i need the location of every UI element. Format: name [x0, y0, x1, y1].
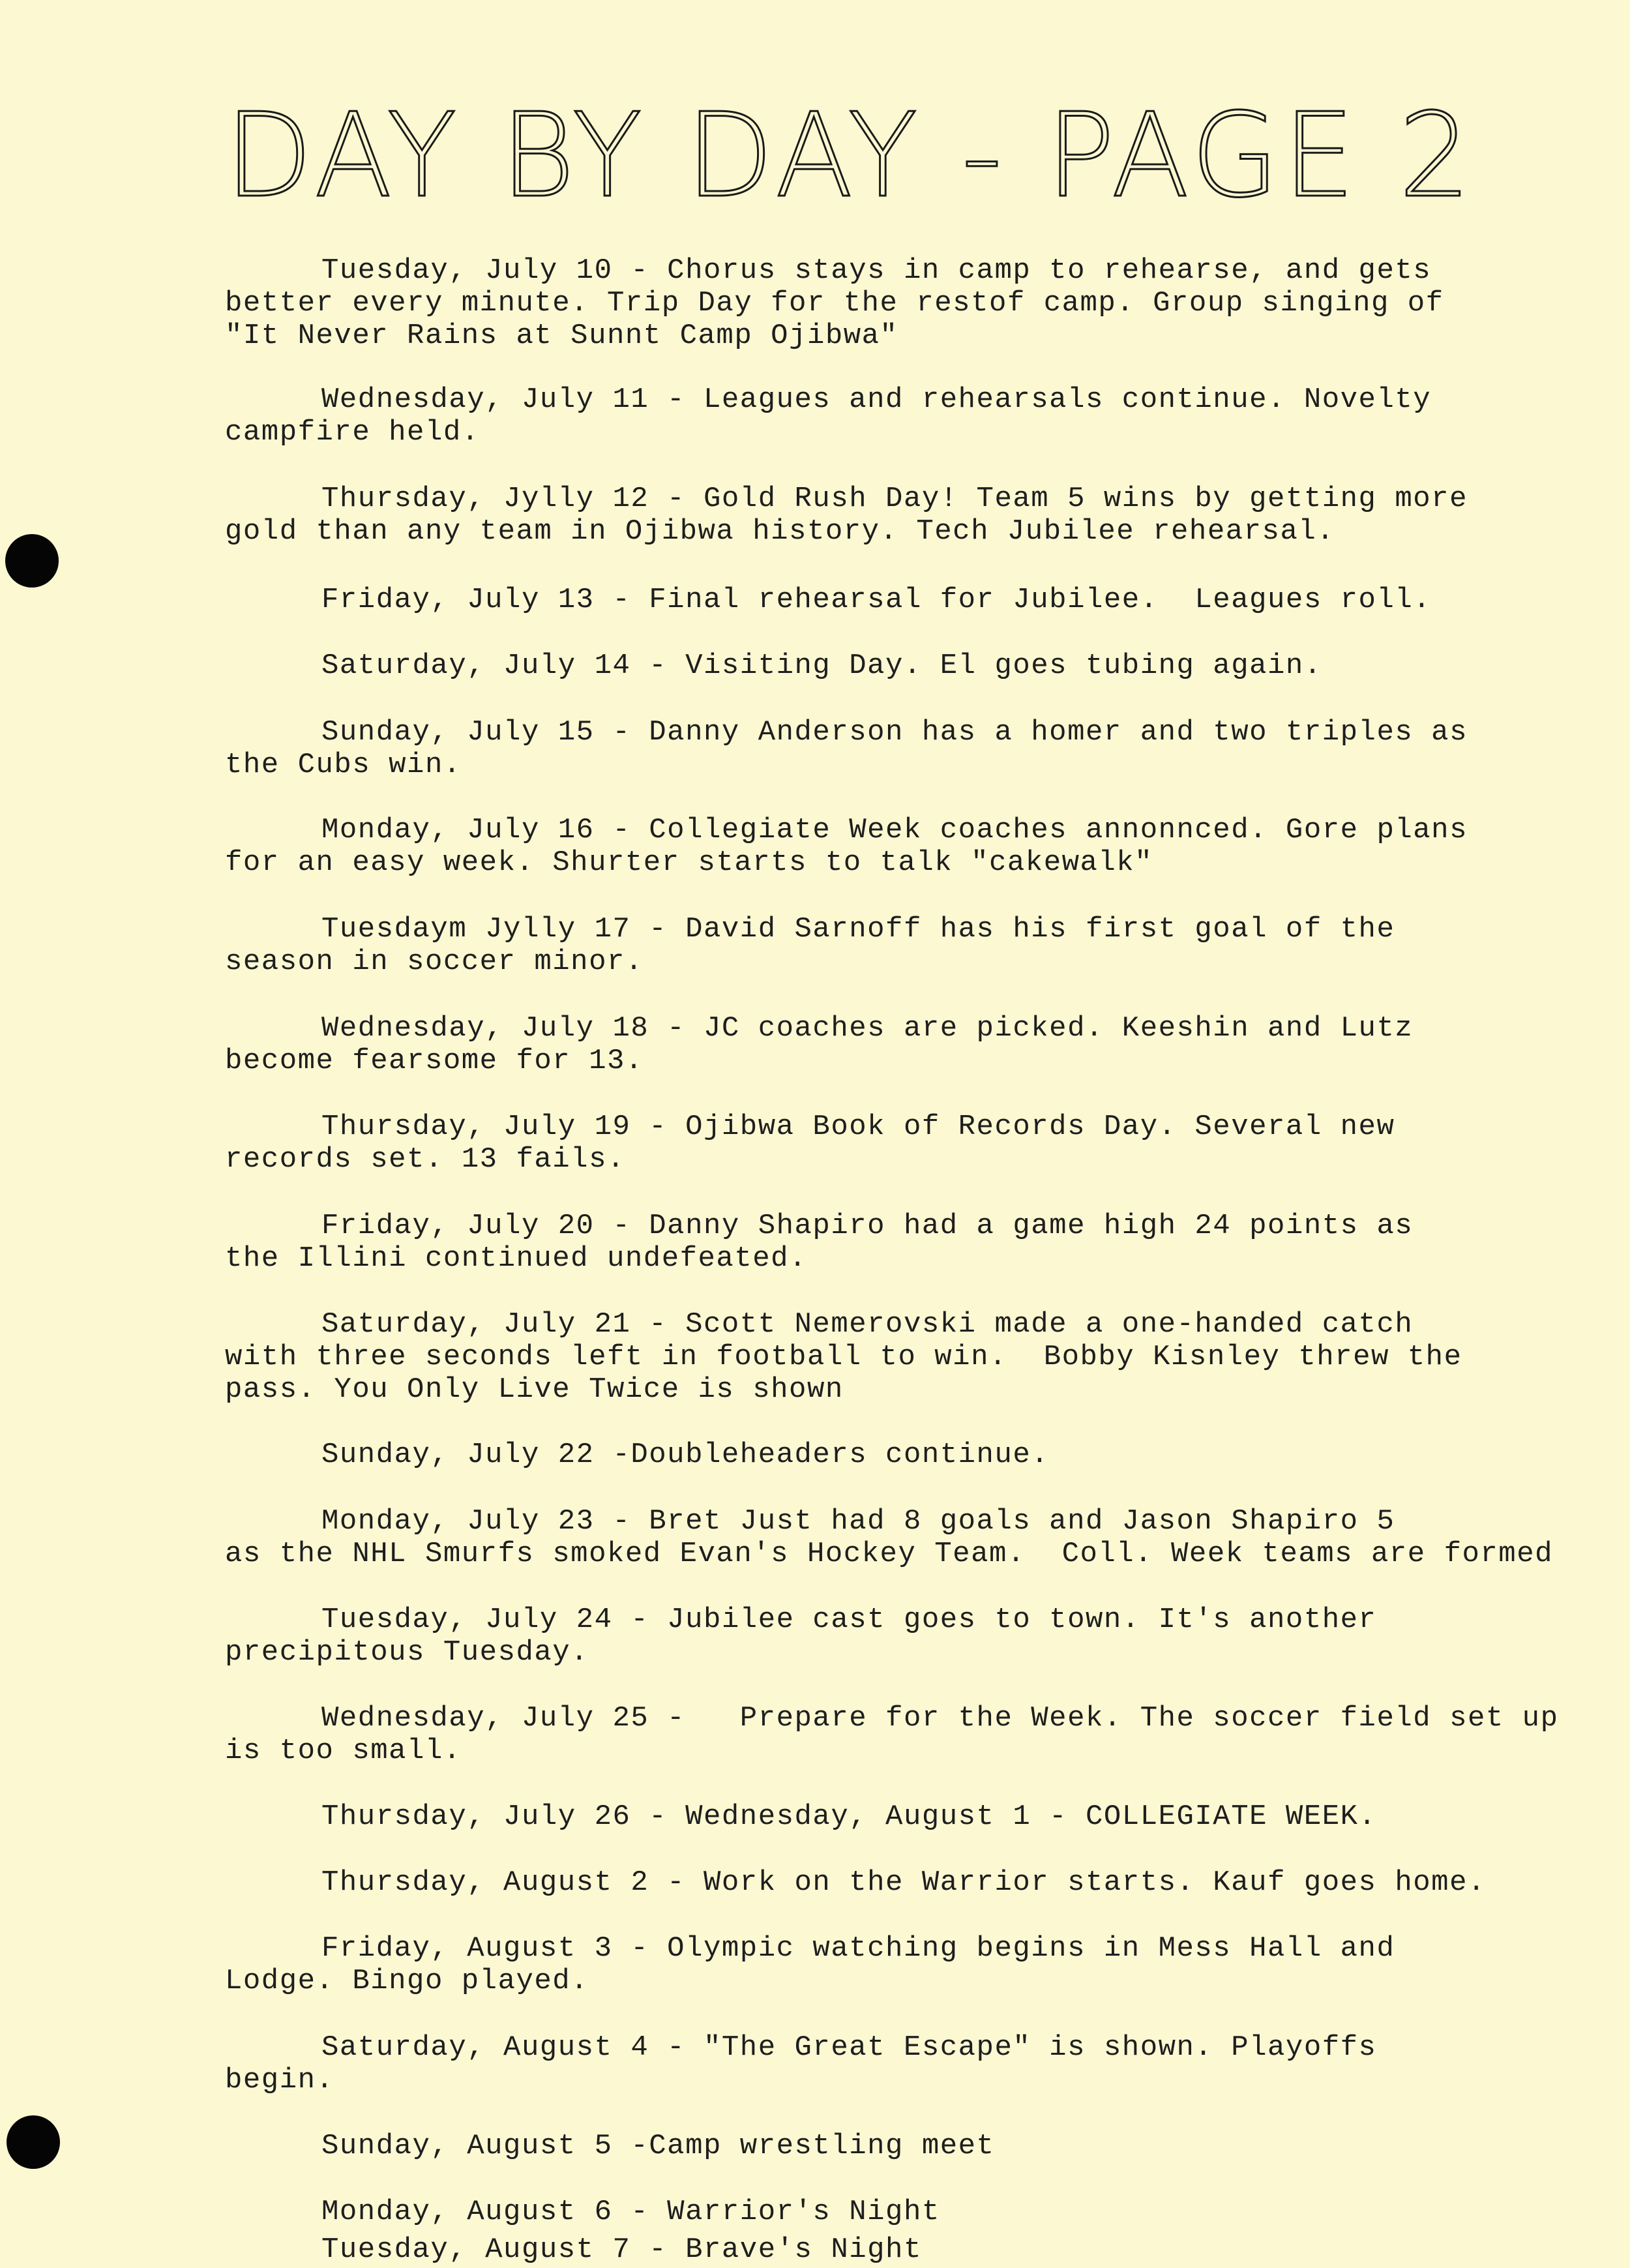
entry-july-20: Friday, July 20 - Danny Shapiro had a game high 24 points as the Illini continued undefeated.	[225, 1210, 1414, 1275]
entry-july-15: Sunday, July 15 - Danny Anderson has a homer and two triples as the Cubs win.	[225, 716, 1468, 781]
entry-july-10: Tuesday, July 10 - Chorus stays in camp to rehearse, and gets better every minute. Trip Day for the restof camp. Group singing of "It Never Rains at Sunnt Camp Ojibwa"	[225, 254, 1444, 352]
entry-july-24: Tuesday, July 24 - Jubilee cast goes to town. It's another precipitous Tuesday.	[225, 1604, 1377, 1669]
entry-july-26: Thursday, July 26 - Wednesday, August 1 - COLLEGIATE WEEK.	[321, 1800, 1377, 1833]
entry-august-4: Saturday, August 4 - "The Great Escape" is shown. Playoffs begin.	[225, 2031, 1377, 2096]
entry-july-18: Wednesday, July 18 - JC coaches are picked. Keeshin and Lutz become fearsome for 13.	[225, 1012, 1414, 1077]
entry-july-22: Sunday, July 22 -Doubleheaders continue.	[321, 1439, 1050, 1471]
entry-july-23: Monday, July 23 - Bret Just had 8 goals and Jason Shapiro 5 as the NHL Smurfs smoked Evan's Hockey Team. Coll. Week teams are formed	[225, 1505, 1554, 1570]
entry-july-14: Saturday, July 14 - Visiting Day. El goes tubing again.	[321, 649, 1322, 682]
page-title: DAY BY DAY - PAGE 2	[225, 88, 1475, 223]
entry-august-3: Friday, August 3 - Olympic watching begins in Mess Hall and Lodge. Bingo played.	[225, 1932, 1395, 1997]
entry-july-11: Wednesday, July 11 - Leagues and rehearsals continue. Novelty campfire held.	[225, 383, 1432, 449]
binder-hole-top	[5, 534, 59, 588]
entry-july-21: Saturday, July 21 - Scott Nemerovski made a one-handed catch with three seconds left in football to win. Bobby Kisnley threw the pass. You Only Live Twice is shown	[225, 1308, 1462, 1406]
entry-august-7: Tuesday, August 7 - Brave's Night	[321, 2233, 922, 2266]
entry-august-5: Sunday, August 5 -Camp wrestling meet	[321, 2130, 995, 2162]
entry-july-13: Friday, July 13 - Final rehearsal for Jubilee. Leagues roll.	[321, 584, 1432, 616]
entry-july-17: Tuesdaym Jylly 17 - David Sarnoff has his first goal of the season in soccer minor.	[225, 913, 1395, 978]
binder-hole-bottom	[7, 2115, 60, 2169]
entry-july-16: Monday, July 16 - Collegiate Week coaches annonnced. Gore plans for an easy week. Shurter starts to talk "cakewalk"	[225, 814, 1468, 879]
entry-july-25: Wednesday, July 25 - Prepare for the Week. The soccer field set up is too small.	[225, 1702, 1559, 1767]
entry-july-19: Thursday, July 19 - Ojibwa Book of Records Day. Several new records set. 13 fails.	[225, 1111, 1395, 1176]
entry-august-6: Monday, August 6 - Warrior's Night	[321, 2196, 940, 2228]
entry-july-12: Thursday, Jylly 12 - Gold Rush Day! Team 5 wins by getting more gold than any team in Ojibwa history. Tech Jubilee rehearsal.	[225, 483, 1468, 548]
entry-august-2: Thursday, August 2 - Work on the Warrior starts. Kauf goes home.	[321, 1866, 1486, 1899]
